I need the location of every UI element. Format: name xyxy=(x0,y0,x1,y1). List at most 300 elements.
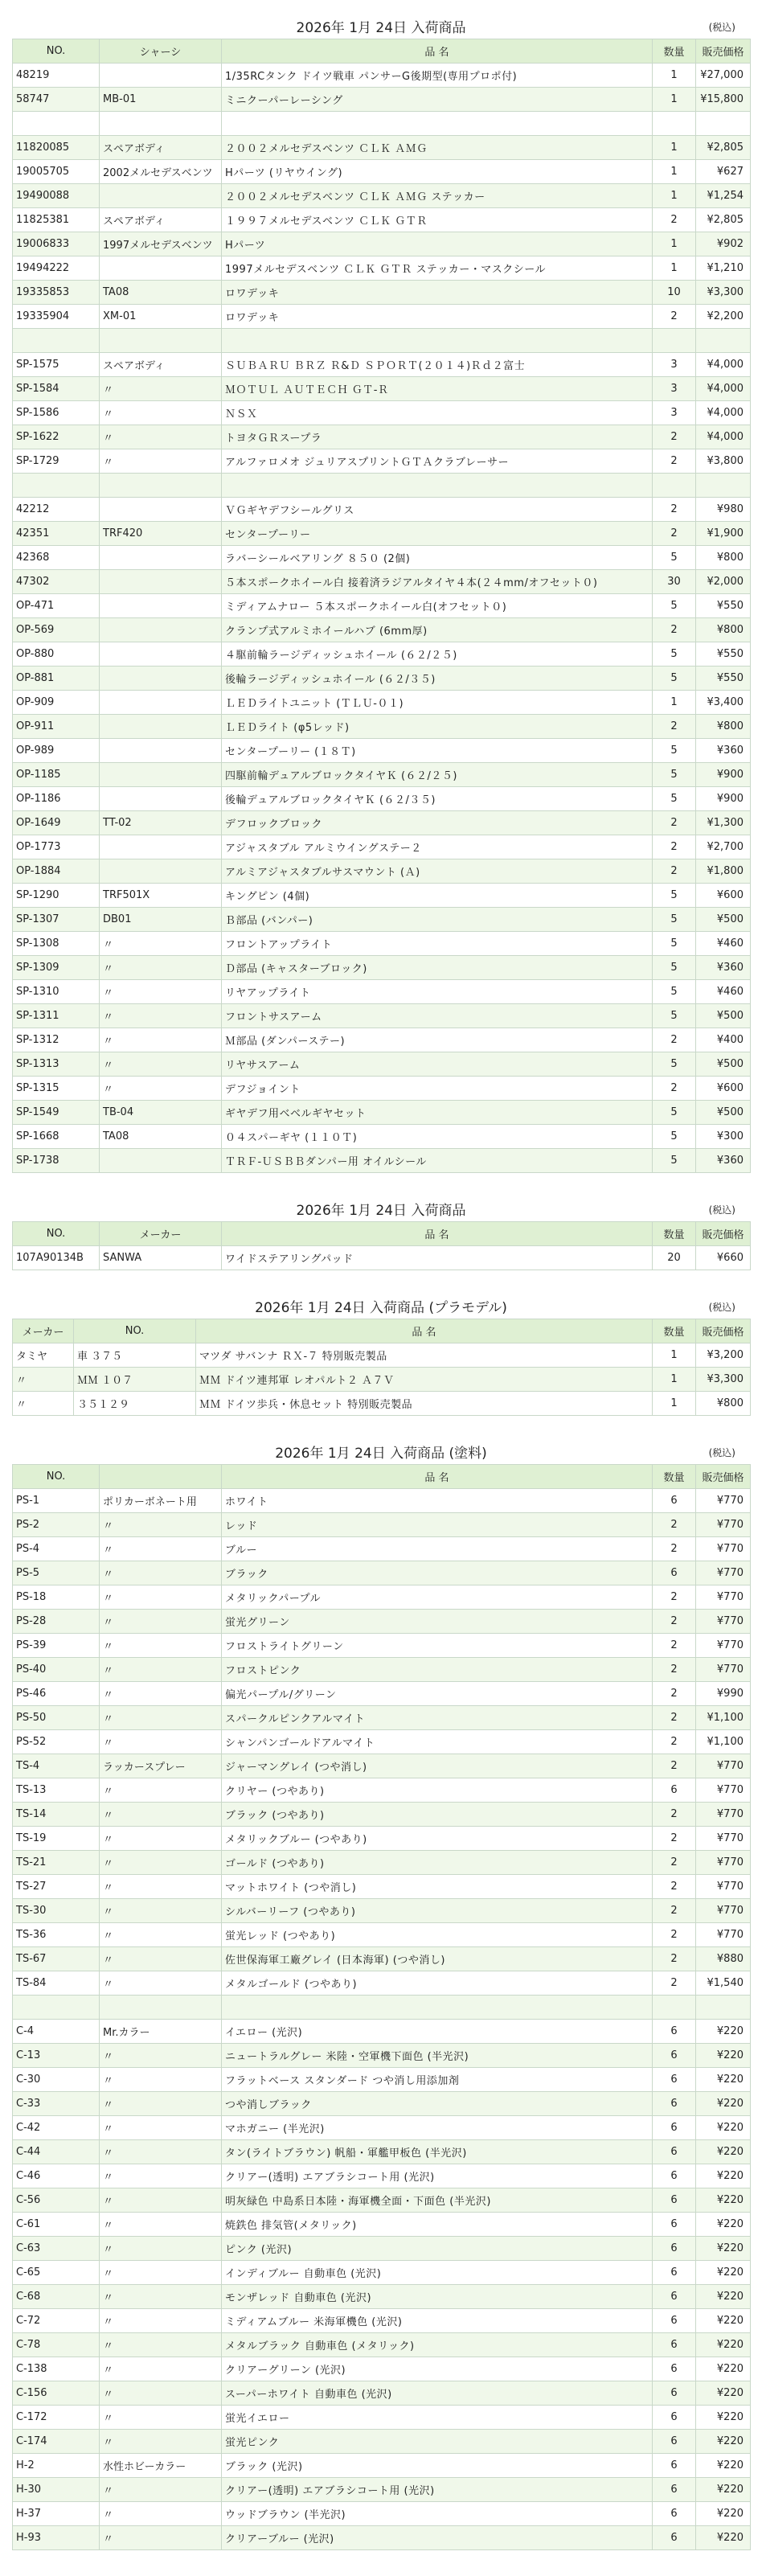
price: ¥220 xyxy=(696,2020,751,2044)
table-row xyxy=(13,1634,751,1658)
category-cell: 〃 xyxy=(100,377,222,401)
table-row xyxy=(13,474,751,498)
header-row xyxy=(13,1222,751,1246)
category-cell xyxy=(100,787,222,811)
quantity: 6 xyxy=(653,1778,696,1803)
product-name: 蛍光レッド (つやあり) xyxy=(222,1923,653,1947)
price: ¥220 xyxy=(696,2164,751,2188)
item-number: OP-989 xyxy=(13,739,100,763)
product-name: スパークルピンクアルマイト xyxy=(222,1706,653,1730)
product-name: イエロー (光沢) xyxy=(222,2020,653,2044)
category-cell: 〃 xyxy=(100,2116,222,2140)
table-row xyxy=(13,618,751,642)
quantity: 2 xyxy=(653,1610,696,1634)
product-name: 1/35RCタンク ドイツ戦車 パンサーG後期型(専用プロポ付) xyxy=(222,64,653,88)
category-cell: ３５１２９ xyxy=(74,1392,196,1416)
category-cell: 〃 xyxy=(100,1585,222,1610)
product-section xyxy=(12,1286,750,1416)
item-number: SP-1313 xyxy=(13,1052,100,1077)
item-number: SP-1312 xyxy=(13,1028,100,1052)
table-row xyxy=(13,1052,751,1077)
product-section xyxy=(12,1432,750,2550)
price: ¥220 xyxy=(696,2381,751,2406)
price: ¥500 xyxy=(696,1101,751,1125)
table-row xyxy=(13,2357,751,2381)
quantity: 2 xyxy=(653,1923,696,1947)
product-name: 佐世保海軍工廠グレイ (日本海軍) (つや消し) xyxy=(222,1947,653,1971)
quantity: 1 xyxy=(653,88,696,112)
table-row xyxy=(13,353,751,377)
price: ¥770 xyxy=(696,1561,751,1585)
product-name: Ｄ部品 (キャスターブロック) xyxy=(222,956,653,980)
table-row xyxy=(13,329,751,353)
quantity: 6 xyxy=(653,2116,696,2140)
item-number: PS-46 xyxy=(13,1682,100,1706)
item-number: C-65 xyxy=(13,2261,100,2285)
quantity: 2 xyxy=(653,1947,696,1971)
table-row xyxy=(13,498,751,522)
table-row xyxy=(13,64,751,88)
price: ¥2,805 xyxy=(696,208,751,232)
quantity: 5 xyxy=(653,1125,696,1149)
category-cell xyxy=(100,618,222,642)
price: ¥360 xyxy=(696,956,751,980)
category-cell: 〃 xyxy=(100,1537,222,1561)
quantity: 2 xyxy=(653,859,696,884)
table-row xyxy=(13,1899,751,1923)
price: ¥3,300 xyxy=(696,1368,751,1392)
product-table xyxy=(12,39,751,1173)
price: ¥460 xyxy=(696,980,751,1004)
category-cell: 〃 xyxy=(100,2261,222,2285)
category-cell: 〃 xyxy=(100,1730,222,1754)
table-row xyxy=(13,642,751,667)
column-header: 品 名 xyxy=(196,1319,653,1343)
product-name: ジャーマングレイ (つや消し) xyxy=(222,1754,653,1778)
quantity: 5 xyxy=(653,1149,696,1173)
table-row xyxy=(13,2454,751,2478)
item-number: SP-1290 xyxy=(13,884,100,908)
quantity: 20 xyxy=(653,1246,696,1270)
price: ¥460 xyxy=(696,932,751,956)
quantity: 6 xyxy=(653,2309,696,2333)
table-row xyxy=(13,1754,751,1778)
price: ¥770 xyxy=(696,1610,751,1634)
quantity: 5 xyxy=(653,1101,696,1125)
category-cell xyxy=(100,64,222,88)
item-number: C-46 xyxy=(13,2164,100,2188)
category-cell: 〃 xyxy=(100,2188,222,2213)
column-header: シャーシ xyxy=(100,39,222,64)
price: ¥770 xyxy=(696,1537,751,1561)
table-row xyxy=(13,2309,751,2333)
table-row xyxy=(13,2526,751,2550)
item-number: C-63 xyxy=(13,2237,100,2261)
product-name: クリアーブルー (光沢) xyxy=(222,2526,653,2550)
quantity: 6 xyxy=(653,2261,696,2285)
product-name: ＮＳＸ xyxy=(222,401,653,425)
item-number: H-2 xyxy=(13,2454,100,2478)
category-cell: 〃 xyxy=(100,2237,222,2261)
table-row xyxy=(13,2381,751,2406)
table-row xyxy=(13,1947,751,1971)
column-header xyxy=(100,1465,222,1489)
price: ¥770 xyxy=(696,1513,751,1537)
product-name: ＳＵＢＡＲＵ ＢＲＺ Ｒ&Ｄ ＳＰＯＲＴ(２０１４)Ｒｄ２富士 xyxy=(222,353,653,377)
table-row xyxy=(13,667,751,691)
product-name: 蛍光ピンク xyxy=(222,2430,653,2454)
quantity: 2 xyxy=(653,1028,696,1052)
category-cell: 〃 xyxy=(100,956,222,980)
quantity: 6 xyxy=(653,2381,696,2406)
quantity: 5 xyxy=(653,546,696,570)
category-cell xyxy=(100,184,222,208)
product-name: シャンパンゴールドアルマイト xyxy=(222,1730,653,1754)
quantity: 6 xyxy=(653,2333,696,2357)
quantity: 6 xyxy=(653,2140,696,2164)
quantity: 5 xyxy=(653,763,696,787)
price: ¥3,200 xyxy=(696,1343,751,1368)
table-row xyxy=(13,1392,751,1416)
quantity: 3 xyxy=(653,377,696,401)
item-number: C-68 xyxy=(13,2285,100,2309)
section-title: 2026年 1月 24日 入荷商品 (プラモデル) xyxy=(255,1300,507,1316)
quantity: 1 xyxy=(653,64,696,88)
table-row xyxy=(13,1343,751,1368)
tax-note: (税込) xyxy=(708,1447,735,1458)
price: ¥1,300 xyxy=(696,811,751,835)
item-number: 19005705 xyxy=(13,160,100,184)
category-cell: 〃 xyxy=(100,2213,222,2237)
price: ¥220 xyxy=(696,2092,751,2116)
product-name: レッド xyxy=(222,1513,653,1537)
price: ¥220 xyxy=(696,2478,751,2502)
product-name: メタリックブルー (つやあり) xyxy=(222,1827,653,1851)
category-cell: 〃 xyxy=(100,1803,222,1827)
price: ¥550 xyxy=(696,642,751,667)
item-number: 〃 xyxy=(13,1392,74,1416)
price: ¥770 xyxy=(696,1875,751,1899)
product-name: 焼鉄色 排気管(メタリック) xyxy=(222,2213,653,2237)
quantity: 5 xyxy=(653,908,696,932)
quantity: 2 xyxy=(653,835,696,859)
product-name: 明灰緑色 中島系日本陸・海軍機全面・下面色 (半光沢) xyxy=(222,2188,653,2213)
table-row xyxy=(13,401,751,425)
item-number: OP-909 xyxy=(13,691,100,715)
product-name: ＬＥＤライト (φ5レッド) xyxy=(222,715,653,739)
item-number: SP-1575 xyxy=(13,353,100,377)
product-table xyxy=(12,1464,751,2550)
price: ¥3,400 xyxy=(696,691,751,715)
table-row xyxy=(13,2406,751,2430)
category-cell: スペアボディ xyxy=(100,208,222,232)
quantity xyxy=(653,474,696,498)
product-name: フロストピンク xyxy=(222,1658,653,1682)
item-number: 47302 xyxy=(13,570,100,594)
item-number: TS-13 xyxy=(13,1778,100,1803)
quantity: 2 xyxy=(653,1634,696,1658)
category-cell: 〃 xyxy=(100,425,222,449)
item-number: C-4 xyxy=(13,2020,100,2044)
table-row xyxy=(13,184,751,208)
price: ¥1,210 xyxy=(696,256,751,281)
category-cell xyxy=(100,256,222,281)
category-cell: 〃 xyxy=(100,1052,222,1077)
product-name: ブラック (つやあり) xyxy=(222,1803,653,1827)
price: ¥500 xyxy=(696,1004,751,1028)
quantity: 6 xyxy=(653,2044,696,2068)
table-row xyxy=(13,2068,751,2092)
price: ¥220 xyxy=(696,2526,751,2550)
price: ¥902 xyxy=(696,232,751,256)
category-cell: ポリカーボネート用 xyxy=(100,1489,222,1513)
category-cell: 〃 xyxy=(100,1851,222,1875)
price: ¥2,805 xyxy=(696,136,751,160)
quantity: 5 xyxy=(653,594,696,618)
category-cell: 〃 xyxy=(100,2357,222,2381)
product-name: ミニクーパーレーシング xyxy=(222,88,653,112)
product-name: ＬＥＤライトユニット (ＴＬＵ-０１) xyxy=(222,691,653,715)
item-number: PS-52 xyxy=(13,1730,100,1754)
category-cell: ラッカースプレー xyxy=(100,1754,222,1778)
price: ¥220 xyxy=(696,2333,751,2357)
table-row xyxy=(13,2020,751,2044)
category-cell: 〃 xyxy=(100,1971,222,1996)
product-section xyxy=(12,6,750,1173)
product-name xyxy=(222,1996,653,2020)
table-row xyxy=(13,908,751,932)
quantity: 5 xyxy=(653,932,696,956)
price: ¥220 xyxy=(696,2406,751,2430)
product-name: リヤサスアーム xyxy=(222,1052,653,1077)
price: ¥1,800 xyxy=(696,859,751,884)
table-row xyxy=(13,2092,751,2116)
product-name: クランプ式アルミホイールハブ (6mm厚) xyxy=(222,618,653,642)
item-number: TS-84 xyxy=(13,1971,100,1996)
product-name: フロントサスアーム xyxy=(222,1004,653,1028)
quantity: 2 xyxy=(653,425,696,449)
category-cell xyxy=(100,715,222,739)
item-number: SP-1315 xyxy=(13,1077,100,1101)
quantity: 2 xyxy=(653,208,696,232)
table-row xyxy=(13,1996,751,2020)
item-number: 107A90134B xyxy=(13,1246,100,1270)
header-row xyxy=(13,1465,751,1489)
table-row xyxy=(13,88,751,112)
table-row xyxy=(13,305,751,329)
table-row xyxy=(13,522,751,546)
product-name: １９９７メルセデスベンツ ＣＬＫ ＧＴＲ xyxy=(222,208,653,232)
price: ¥4,000 xyxy=(696,353,751,377)
price: ¥15,800 xyxy=(696,88,751,112)
price xyxy=(696,112,751,136)
quantity: 6 xyxy=(653,2020,696,2044)
product-name: 蛍光グリーン xyxy=(222,1610,653,1634)
table-row xyxy=(13,1561,751,1585)
table-row xyxy=(13,594,751,618)
product-name: マホガニー (半光沢) xyxy=(222,2116,653,2140)
price: ¥220 xyxy=(696,2213,751,2237)
product-name: デフジョイント xyxy=(222,1077,653,1101)
price: ¥360 xyxy=(696,739,751,763)
product-name: ラバーシールベアリング ８５０ (2個) xyxy=(222,546,653,570)
product-name: 偏光パープル/グリーン xyxy=(222,1682,653,1706)
table-row xyxy=(13,1077,751,1101)
category-cell xyxy=(100,763,222,787)
price xyxy=(696,474,751,498)
category-cell: 〃 xyxy=(100,1634,222,1658)
category-cell xyxy=(100,1996,222,2020)
product-name: ２００２メルセデスベンツ ＣＬＫ ＡＭＧ xyxy=(222,136,653,160)
quantity: 6 xyxy=(653,2092,696,2116)
quantity: 6 xyxy=(653,2502,696,2526)
quantity: 2 xyxy=(653,522,696,546)
price: ¥1,100 xyxy=(696,1706,751,1730)
product-name: センタープーリー (１８Ｔ) xyxy=(222,739,653,763)
price: ¥220 xyxy=(696,2502,751,2526)
table-row xyxy=(13,1149,751,1173)
item-number: OP-1773 xyxy=(13,835,100,859)
product-name: 1997メルセデスベンツ ＣＬＫ ＧＴＲ ステッカー・マスクシール xyxy=(222,256,653,281)
table-row xyxy=(13,1803,751,1827)
price: ¥2,200 xyxy=(696,305,751,329)
quantity: 2 xyxy=(653,1803,696,1827)
table-row xyxy=(13,2285,751,2309)
quantity: 5 xyxy=(653,884,696,908)
quantity: 2 xyxy=(653,1754,696,1778)
product-name: スーパーホワイト 自動車色 (光沢) xyxy=(222,2381,653,2406)
product-name: ホワイト xyxy=(222,1489,653,1513)
product-name: マツダ サバンナ ＲＸ-７ 特別販売製品 xyxy=(196,1343,653,1368)
quantity: 6 xyxy=(653,2454,696,2478)
column-header: NO. xyxy=(74,1319,196,1343)
price xyxy=(696,329,751,353)
product-name: ニュートラルグレー 米陸・空軍機下面色 (半光沢) xyxy=(222,2044,653,2068)
product-name: ２００２メルセデスベンツ ＣＬＫ ＡＭＧ ステッカー xyxy=(222,184,653,208)
price: ¥220 xyxy=(696,2357,751,2381)
price: ¥220 xyxy=(696,2309,751,2333)
price: ¥770 xyxy=(696,1658,751,1682)
item-number: C-138 xyxy=(13,2357,100,2381)
price: ¥4,000 xyxy=(696,425,751,449)
table-row xyxy=(13,2164,751,2188)
item-number: 42351 xyxy=(13,522,100,546)
item-number: OP-471 xyxy=(13,594,100,618)
item-number: 58747 xyxy=(13,88,100,112)
table-row xyxy=(13,1875,751,1899)
price: ¥880 xyxy=(696,1947,751,1971)
table-row xyxy=(13,112,751,136)
item-number: C-13 xyxy=(13,2044,100,2068)
quantity: 2 xyxy=(653,449,696,474)
table-row xyxy=(13,1028,751,1052)
category-cell xyxy=(100,739,222,763)
quantity: 2 xyxy=(653,1730,696,1754)
quantity: 6 xyxy=(653,2237,696,2261)
table-row xyxy=(13,835,751,859)
price: ¥770 xyxy=(696,1899,751,1923)
category-cell: 〃 xyxy=(100,1899,222,1923)
quantity: 6 xyxy=(653,2164,696,2188)
price: ¥2,000 xyxy=(696,570,751,594)
product-name: フラットベース スタンダード つや消し用添加剤 xyxy=(222,2068,653,2092)
item-number: 19335853 xyxy=(13,281,100,305)
product-name: トヨタＧＲスープラ xyxy=(222,425,653,449)
item-number: OP-1649 xyxy=(13,811,100,835)
price: ¥400 xyxy=(696,1028,751,1052)
quantity: 2 xyxy=(653,1851,696,1875)
quantity: 5 xyxy=(653,980,696,1004)
product-name: キングピン (4個) xyxy=(222,884,653,908)
price: ¥220 xyxy=(696,2285,751,2309)
quantity: 6 xyxy=(653,1561,696,1585)
category-cell xyxy=(100,859,222,884)
product-name: フロストライトグリーン xyxy=(222,1634,653,1658)
quantity: 2 xyxy=(653,618,696,642)
price: ¥220 xyxy=(696,2261,751,2285)
column-header: 数量 xyxy=(653,1222,696,1246)
table-row xyxy=(13,1923,751,1947)
table-row xyxy=(13,1125,751,1149)
product-name: 後輪デュアルブロックタイヤＫ (６２/３５) xyxy=(222,787,653,811)
table-row xyxy=(13,1851,751,1875)
category-cell: 〃 xyxy=(100,1004,222,1028)
price: ¥800 xyxy=(696,618,751,642)
product-name xyxy=(222,329,653,353)
category-cell: 1997メルセデスベンツ xyxy=(100,232,222,256)
category-cell: 〃 xyxy=(100,2430,222,2454)
product-name: デフロックブロック xyxy=(222,811,653,835)
price: ¥900 xyxy=(696,763,751,787)
category-cell: 〃 xyxy=(100,1658,222,1682)
table-row xyxy=(13,1489,751,1513)
item-number: SP-1310 xyxy=(13,980,100,1004)
item-number: OP-1186 xyxy=(13,787,100,811)
category-cell: Mr.カラー xyxy=(100,2020,222,2044)
category-cell: 〃 xyxy=(100,401,222,425)
quantity: 5 xyxy=(653,642,696,667)
product-name: ミディアムナロー ５本スポークホイール白(オフセット０) xyxy=(222,594,653,618)
category-cell: SANWA xyxy=(100,1246,222,1270)
product-table xyxy=(12,1221,751,1270)
product-name: クリアー(透明) エアブラシコート用 (光沢) xyxy=(222,2164,653,2188)
product-name: ミディアムブルー 米海軍機色 (光沢) xyxy=(222,2309,653,2333)
product-name: ＶＧギヤデフシールグリス xyxy=(222,498,653,522)
category-cell xyxy=(100,498,222,522)
item-number: PS-39 xyxy=(13,1634,100,1658)
quantity: 2 xyxy=(653,1658,696,1682)
table-row xyxy=(13,1368,751,1392)
category-cell: 〃 xyxy=(100,2285,222,2309)
item-number: C-42 xyxy=(13,2116,100,2140)
category-cell: 〃 xyxy=(100,2526,222,2550)
table-row xyxy=(13,1537,751,1561)
category-cell: 2002メルセデスベンツ xyxy=(100,160,222,184)
quantity: 5 xyxy=(653,1004,696,1028)
item-number: 42368 xyxy=(13,546,100,570)
quantity: 5 xyxy=(653,1052,696,1077)
column-header: 販売価格 xyxy=(696,39,751,64)
price: ¥360 xyxy=(696,1149,751,1173)
product-name: メタルゴールド (つやあり) xyxy=(222,1971,653,1996)
category-cell xyxy=(100,667,222,691)
item-number: 19494222 xyxy=(13,256,100,281)
category-cell: 〃 xyxy=(100,1610,222,1634)
table-row xyxy=(13,546,751,570)
item-number: TS-36 xyxy=(13,1923,100,1947)
item-number: OP-881 xyxy=(13,667,100,691)
category-cell: 〃 xyxy=(100,2502,222,2526)
